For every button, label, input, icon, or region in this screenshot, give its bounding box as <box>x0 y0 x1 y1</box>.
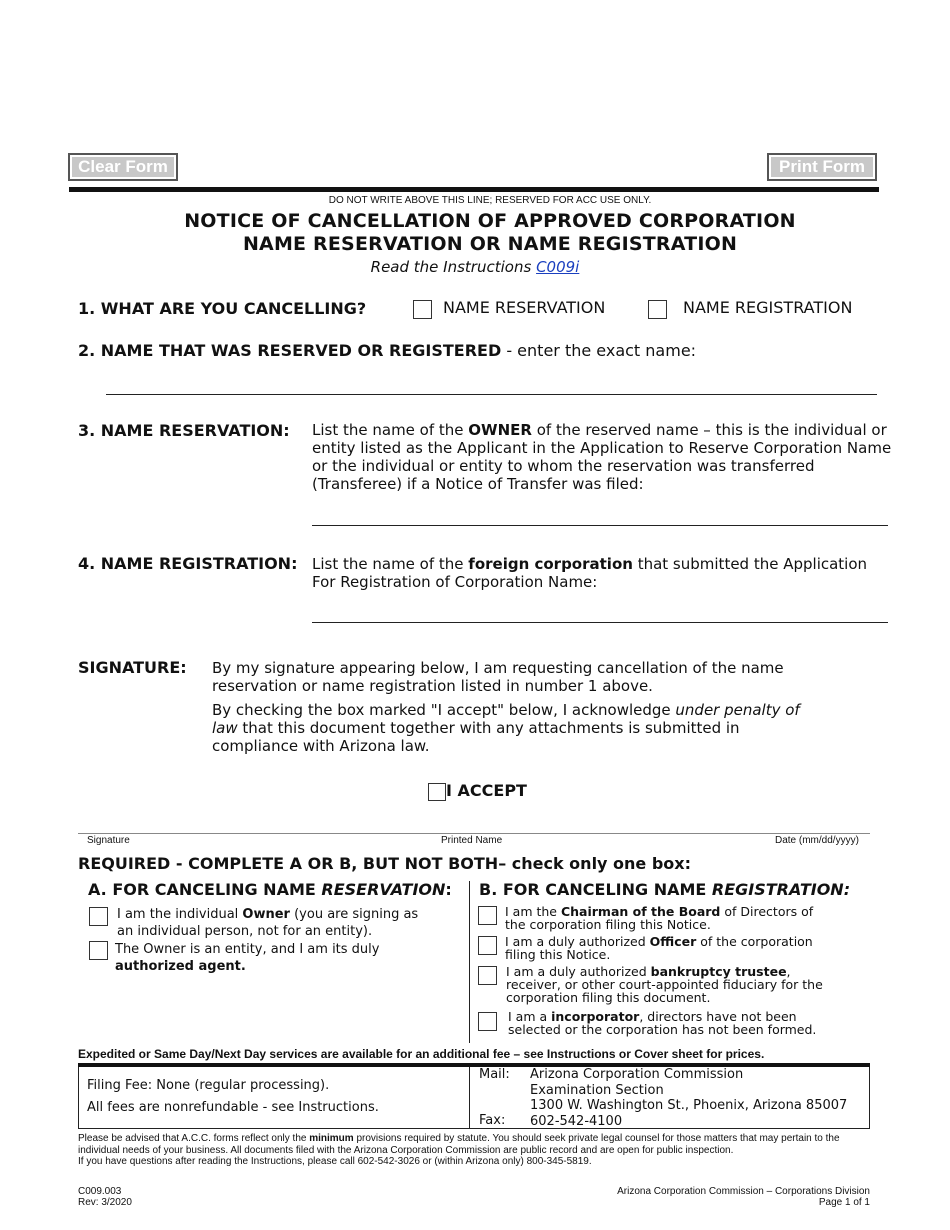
bankruptcy-trustee-option-text <box>506 965 841 1004</box>
authorized-agent-option-bold: authorized agent. <box>115 959 246 974</box>
officer-option-text <box>505 935 815 961</box>
reserved-note: DO NOT WRITE ABOVE THIS LINE; RESERVED FOR ACC USE ONLY. <box>328 195 652 206</box>
required-heading-rest: – check only one box: <box>498 854 692 873</box>
section4-text <box>312 555 882 591</box>
mail-address-line1: Arizona Corporation Commission <box>530 1067 744 1082</box>
form-code <box>78 1186 132 1208</box>
bankruptcy-trustee-option-pre: I am a duly authorized <box>506 964 651 979</box>
form-revision: Rev: 3/2020 <box>78 1197 132 1208</box>
officer-option-bold: Officer <box>649 934 697 949</box>
incorporator-option-text <box>508 1010 843 1036</box>
page-number: Page 1 of 1 <box>818 1197 870 1208</box>
column-a-heading-italic: RESERVATION <box>321 880 446 899</box>
printed-name-caption: Printed Name <box>441 835 503 846</box>
section3-text <box>312 421 892 493</box>
chairman-option-bold: Chairman of the Board <box>560 904 721 919</box>
section3-text-bold: OWNER <box>468 421 532 439</box>
fax-number: 602-542-4100 <box>530 1113 623 1129</box>
i-accept-checkbox[interactable] <box>428 783 446 801</box>
officer-checkbox[interactable] <box>478 936 497 955</box>
filing-fee-text: Filing Fee: None (regular processing). <box>87 1078 330 1093</box>
chairman-option-text <box>505 905 825 931</box>
section1-label: 1. WHAT ARE YOU CANCELLING? <box>78 299 367 318</box>
form-title-line1: NOTICE OF CANCELLATION OF APPROVED CORPORATION <box>184 210 796 232</box>
nonrefundable-text: All fees are nonrefundable - see Instructions. <box>87 1100 379 1115</box>
top-divider <box>69 187 879 192</box>
mail-address-line2: Examination Section <box>530 1082 664 1098</box>
owner-name-field[interactable] <box>312 525 888 526</box>
disclaimer <box>78 1133 878 1168</box>
authorized-agent-option-pre: The Owner is an entity, and I am its duly <box>115 942 380 957</box>
instructions-line <box>0 258 950 276</box>
expedited-note: Expedited or Same Day/Next Day services are available for an additional fee – see Instructions or Cover sheet for prices. <box>78 1047 765 1061</box>
section4-text-post: that submitted the Application For Registration of Corporation Name: <box>312 555 868 591</box>
i-accept-label: I ACCEPT <box>446 781 527 800</box>
fax-label: Fax: <box>479 1113 506 1128</box>
section4-text-bold: foreign corporation <box>468 555 633 573</box>
footer-agency <box>560 1186 870 1208</box>
owner-checkbox[interactable] <box>89 907 108 926</box>
column-a-heading-post: : <box>445 880 452 899</box>
signature-para2 <box>212 701 812 755</box>
signature-para1: By my signature appearing below, I am requesting cancellation of the name reservation or name registration listed in number 1 above. <box>212 659 784 695</box>
chairman-option-pre: I am the <box>505 904 561 919</box>
section2-label <box>78 342 696 360</box>
signature-para2-post: that this document together with any attachments is submitted in compliance with Arizona law. <box>212 719 740 755</box>
bankruptcy-trustee-checkbox[interactable] <box>478 966 497 985</box>
officer-option-post: of the corporation filing this Notice. <box>505 934 813 962</box>
required-heading-bold: REQUIRED - COMPLETE A OR B, BUT NOT BOTH <box>78 854 499 873</box>
foreign-corporation-name-field[interactable] <box>312 622 888 623</box>
column-b-heading <box>479 881 850 899</box>
fee-box-divider <box>469 1067 470 1128</box>
exact-name-field[interactable] <box>106 394 877 395</box>
instructions-prefix: Read the Instructions <box>370 258 532 276</box>
clear-form-button[interactable]: Clear Form <box>68 153 178 181</box>
signature-para2-pre: By checking the box marked "I accept" below, I acknowledge <box>212 701 676 719</box>
incorporator-option-pre: I am a <box>508 1009 552 1024</box>
signature-label: SIGNATURE: <box>78 658 187 677</box>
name-registration-checkbox[interactable] <box>648 300 667 319</box>
column-a-heading-pre: A. FOR CANCELING NAME <box>88 880 322 899</box>
disclaimer-post: provisions required by statute. You should seek private legal counsel for those matters that may pertain to the individual needs of your business. All documents filed with the Arizona Corporation Commission are public record and are open for public inspection. <box>78 1133 840 1156</box>
owner-option-text <box>117 906 427 940</box>
column-divider <box>469 881 470 1043</box>
incorporator-checkbox[interactable] <box>478 1012 497 1031</box>
column-b-heading-italic: REGISTRATION: <box>711 880 851 899</box>
incorporator-option-bold: incorporator <box>551 1009 640 1024</box>
bankruptcy-trustee-option-bold: bankruptcy trustee <box>650 964 787 979</box>
column-b-heading-pre: B. FOR CANCELING NAME <box>479 880 712 899</box>
instructions-link[interactable]: C009i <box>536 258 580 276</box>
section3-label: 3. NAME RESERVATION: <box>78 421 290 440</box>
name-reservation-checkbox[interactable] <box>413 300 432 319</box>
disclaimer-contact: If you have questions after reading the Instructions, please call 602-542-3026 or (within Arizona only) 800-345-5819. <box>78 1156 592 1167</box>
section3-text-pre: List the name of the <box>312 421 469 439</box>
owner-option-post: (you are signing as an individual person, not for an entity). <box>117 907 419 939</box>
name-reservation-option-label: NAME RESERVATION <box>443 298 606 317</box>
footer-agency-name: Arizona Corporation Commission – Corporations Division <box>617 1186 870 1197</box>
section4-label: 4. NAME REGISTRATION: <box>78 554 298 573</box>
mail-address-line3: 1300 W. Washington St., Phoenix, Arizona 85007 <box>530 1098 848 1113</box>
incorporator-option-post: , directors have not been selected or the corporation has not been formed. <box>508 1009 817 1037</box>
required-heading <box>78 855 691 873</box>
section3-text-post: of the reserved name – this is the individual or entity listed as the Applicant in the Application to Reserve Corporation Name or the individual or entity to whom the reservation was transferred (Transferee) if a Notice of Transfer was filed: <box>312 421 892 493</box>
owner-option-pre: I am the individual <box>117 907 243 922</box>
officer-option-pre: I am a duly authorized <box>505 934 650 949</box>
authorized-agent-option-text <box>115 941 405 975</box>
owner-option-bold: Owner <box>242 907 290 922</box>
mail-label: Mail: <box>479 1067 510 1082</box>
column-a-heading <box>88 881 452 899</box>
bankruptcy-trustee-option-post: , receiver, or other court-appointed fiduciary for the corporation filing this document. <box>506 964 823 1005</box>
disclaimer-bold: minimum <box>309 1133 354 1144</box>
print-form-button[interactable]: Print Form <box>767 153 877 181</box>
section2-label-suffix: - enter the exact name: <box>501 341 697 360</box>
signature-para2-italic: under penalty of law <box>212 701 800 737</box>
section2-label-bold: 2. NAME THAT WAS RESERVED OR REGISTERED <box>78 341 502 360</box>
authorized-agent-checkbox[interactable] <box>89 941 108 960</box>
form-code-number: C009.003 <box>78 1186 122 1197</box>
signature-line[interactable] <box>78 833 870 834</box>
signature-caption: Signature <box>87 835 130 846</box>
date-caption: Date (mm/dd/yyyy) <box>775 835 859 846</box>
form-title-line2: NAME RESERVATION OR NAME REGISTRATION <box>242 233 738 255</box>
disclaimer-pre: Please be advised that A.C.C. forms reflect only the <box>78 1133 310 1144</box>
section4-text-pre: List the name of the <box>312 555 469 573</box>
mail-address <box>530 1067 847 1129</box>
chairman-option-post: of Directors of the corporation filing this Notice. <box>505 904 814 932</box>
name-registration-option-label: NAME REGISTRATION <box>683 298 853 317</box>
chairman-checkbox[interactable] <box>478 906 497 925</box>
